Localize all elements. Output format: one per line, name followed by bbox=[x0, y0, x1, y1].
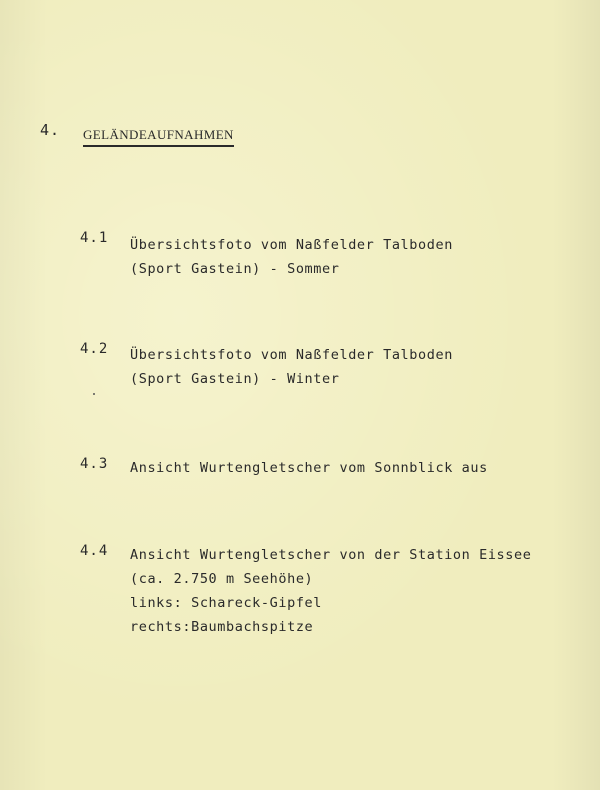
entry-line: Ansicht Wurtengletscher vom Sonnblick aus bbox=[130, 460, 488, 476]
entry-number: 4.3 bbox=[80, 456, 109, 472]
paper-speck bbox=[93, 393, 95, 395]
entry-line: Ansicht Wurtengletscher von der Station Eissee bbox=[130, 547, 532, 563]
entry-text bbox=[130, 543, 531, 639]
entry-number: 4.2 bbox=[80, 341, 109, 357]
entry-line: Übersichtsfoto vom Naßfelder Talboden bbox=[130, 237, 453, 253]
section-number: 4. bbox=[40, 121, 61, 139]
entry-line: (Sport Gastein) - Sommer bbox=[130, 261, 340, 277]
entry-text bbox=[130, 233, 453, 281]
entry-text bbox=[130, 343, 453, 391]
entry-line: Übersichtsfoto vom Naßfelder Talboden bbox=[130, 347, 453, 363]
entry-text bbox=[130, 456, 488, 480]
entry-number: 4.1 bbox=[80, 230, 109, 246]
section-title: GELÄNDEAUFNAHMEN bbox=[83, 127, 234, 147]
entry-line: (Sport Gastein) - Winter bbox=[130, 371, 340, 387]
entry-line: (ca. 2.750 m Seehöhe) bbox=[130, 571, 314, 587]
entry-line: links: Schareck-Gipfel bbox=[130, 595, 323, 611]
entry-number: 4.4 bbox=[80, 543, 109, 559]
entry-line: rechts:Baumbachspitze bbox=[130, 619, 314, 635]
